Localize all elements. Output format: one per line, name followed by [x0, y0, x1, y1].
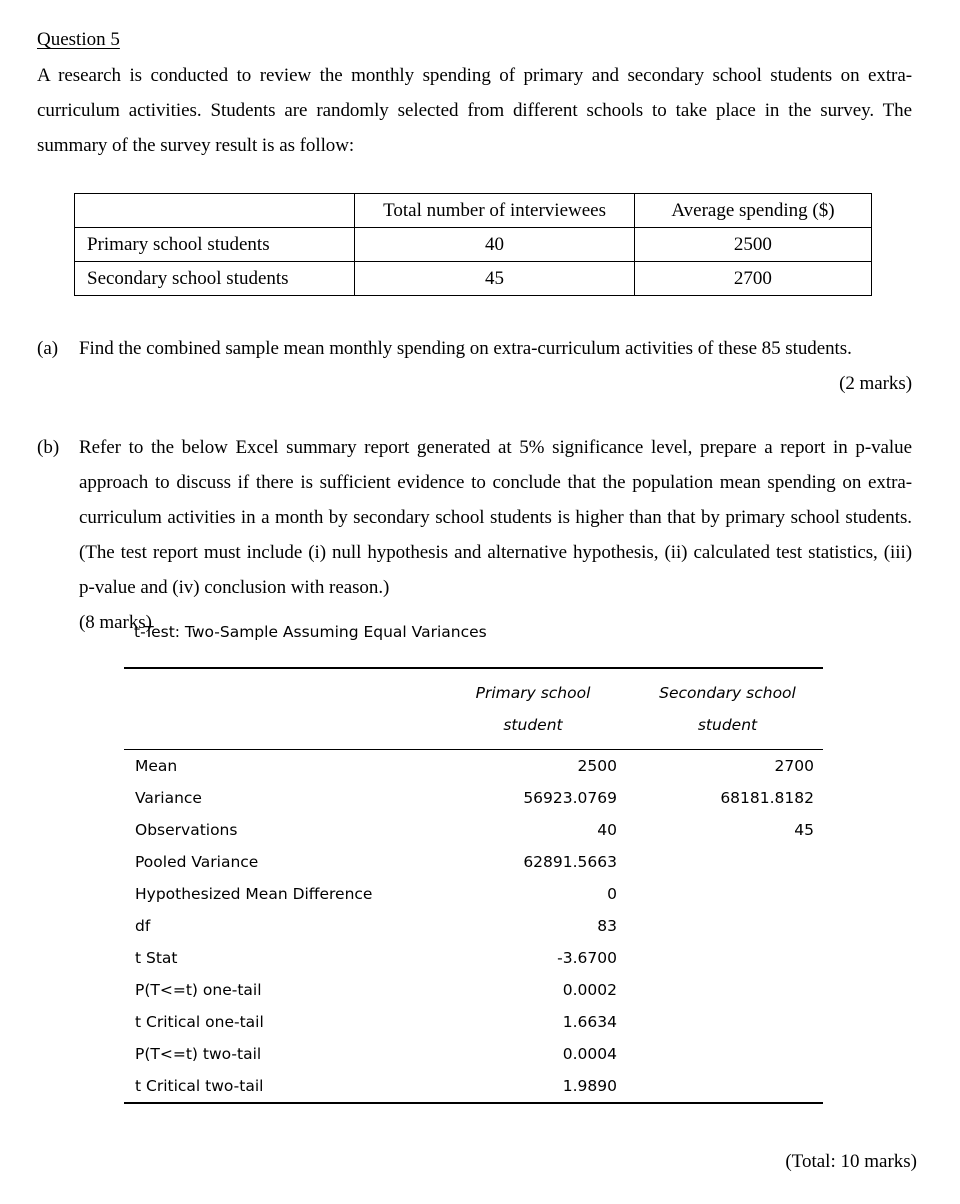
part-a-text: Find the combined sample mean monthly spending on extra-curriculum activities of these 85 students.	[79, 338, 852, 359]
survey-row-interviewees: 45	[355, 262, 635, 296]
part-a-body	[79, 331, 912, 394]
ttest-row-primary: 0.0002	[562, 981, 617, 999]
ttest-results-table	[124, 667, 823, 1104]
table-row	[124, 974, 823, 1006]
ttest-row-label: t Stat	[135, 949, 178, 967]
ttest-header-blank	[124, 668, 434, 750]
table-row	[124, 814, 823, 846]
ttest-row-label: Pooled Variance	[135, 853, 259, 871]
ttest-header-primary-line2: student	[503, 716, 563, 734]
ttest-row-secondary	[632, 878, 823, 910]
part-b-body	[79, 430, 912, 640]
ttest-row-secondary	[632, 1006, 823, 1038]
survey-header-interviewees: Total number of interviewees	[355, 194, 635, 228]
ttest-row-primary: 83	[597, 917, 617, 935]
page-title: Question 5	[37, 29, 120, 50]
intro-paragraph: A research is conducted to review the monthly spending of primary and secondary school students on extra-curriculum activities. Students are randomly selected from different schools to take place in the survey. The summary of the survey result is as follow:	[37, 65, 912, 156]
ttest-row-label: Observations	[135, 821, 238, 839]
part-b-marker: (b)	[37, 437, 60, 458]
table-header-row	[75, 194, 872, 228]
ttest-row-label: P(T<=t) one-tail	[135, 981, 262, 999]
ttest-row-label: Variance	[135, 789, 202, 807]
ttest-row-secondary	[632, 1070, 823, 1103]
part-a-marks: (2 marks)	[839, 373, 912, 394]
table-row	[124, 782, 823, 814]
ttest-header-secondary-line1: Secondary school	[659, 684, 796, 702]
ttest-row-label: t Critical one-tail	[135, 1013, 264, 1031]
part-b-marks: (8 marks)	[79, 612, 152, 633]
survey-summary-table	[74, 193, 872, 296]
ttest-header-row	[124, 668, 823, 750]
table-row	[75, 228, 872, 262]
ttest-row-label: t Critical two-tail	[124, 1070, 434, 1103]
ttest-table-head	[124, 668, 823, 750]
ttest-row-primary: 62891.5663	[523, 853, 617, 871]
ttest-row-secondary: 68181.8182	[720, 789, 814, 807]
ttest-row-primary: 40	[597, 821, 617, 839]
ttest-row-primary: 0	[607, 885, 617, 903]
survey-table-body	[75, 194, 872, 296]
ttest-row-primary: 0.0004	[562, 1045, 617, 1063]
table-row	[124, 942, 823, 974]
ttest-header-primary-line1: Primary school	[475, 684, 591, 702]
ttest-row-label: Hypothesized Mean Difference	[135, 885, 373, 903]
question-part-a	[37, 331, 912, 401]
survey-row-spending: 2500	[634, 228, 871, 262]
ttest-row-secondary	[632, 974, 823, 1006]
ttest-row-secondary	[632, 910, 823, 942]
table-row	[124, 878, 823, 910]
total-marks-footer: (Total: 10 marks)	[785, 1151, 917, 1172]
ttest-header-secondary-line2: student	[697, 716, 758, 734]
table-row	[124, 846, 823, 878]
ttest-row-secondary	[632, 1038, 823, 1070]
ttest-table-body	[124, 750, 823, 1104]
survey-header-spending: Average spending ($)	[634, 194, 871, 228]
ttest-header-primary	[434, 668, 632, 750]
ttest-row-secondary	[632, 846, 823, 878]
survey-row-label: Secondary school students	[75, 262, 355, 296]
ttest-row-primary: 2500	[577, 757, 617, 775]
table-row	[124, 750, 823, 783]
ttest-row-primary: -3.6700	[557, 949, 617, 967]
table-row	[124, 910, 823, 942]
ttest-row-primary: 1.9890	[434, 1070, 632, 1103]
ttest-row-label: df	[135, 917, 151, 935]
table-row	[124, 1070, 823, 1103]
ttest-row-secondary	[632, 942, 823, 974]
question-part-b	[37, 430, 912, 640]
survey-row-interviewees: 40	[355, 228, 635, 262]
part-a-marker: (a)	[37, 338, 59, 359]
table-row	[124, 1038, 823, 1070]
table-row	[124, 1006, 823, 1038]
ttest-row-primary: 56923.0769	[523, 789, 617, 807]
ttest-row-secondary: 2700	[774, 757, 814, 775]
survey-row-label: Primary school students	[75, 228, 355, 262]
ttest-row-secondary: 45	[794, 821, 814, 839]
ttest-row-primary: 1.6634	[562, 1013, 617, 1031]
excel-report-title: t-Test: Two-Sample Assuming Equal Variances	[134, 623, 487, 641]
ttest-row-label: P(T<=t) two-tail	[135, 1045, 262, 1063]
ttest-row-label: Mean	[135, 757, 178, 775]
ttest-header-secondary	[632, 668, 823, 750]
survey-row-spending: 2700	[634, 262, 871, 296]
survey-header-blank	[75, 194, 355, 228]
table-row	[75, 262, 872, 296]
part-b-text: Refer to the below Excel summary report generated at 5% significance level, prepare a report in p-value approach to discuss if there is sufficient evidence to conclude that the population mean spending on extra-curriculum activities in a month by secondary school students is higher than that by primary school students. (The test report must include (i) null hypothesis and alternative hypothesis, (ii) calculated test statistics, (iii) p-value and (iv) conclusion with reason.)	[79, 437, 912, 598]
